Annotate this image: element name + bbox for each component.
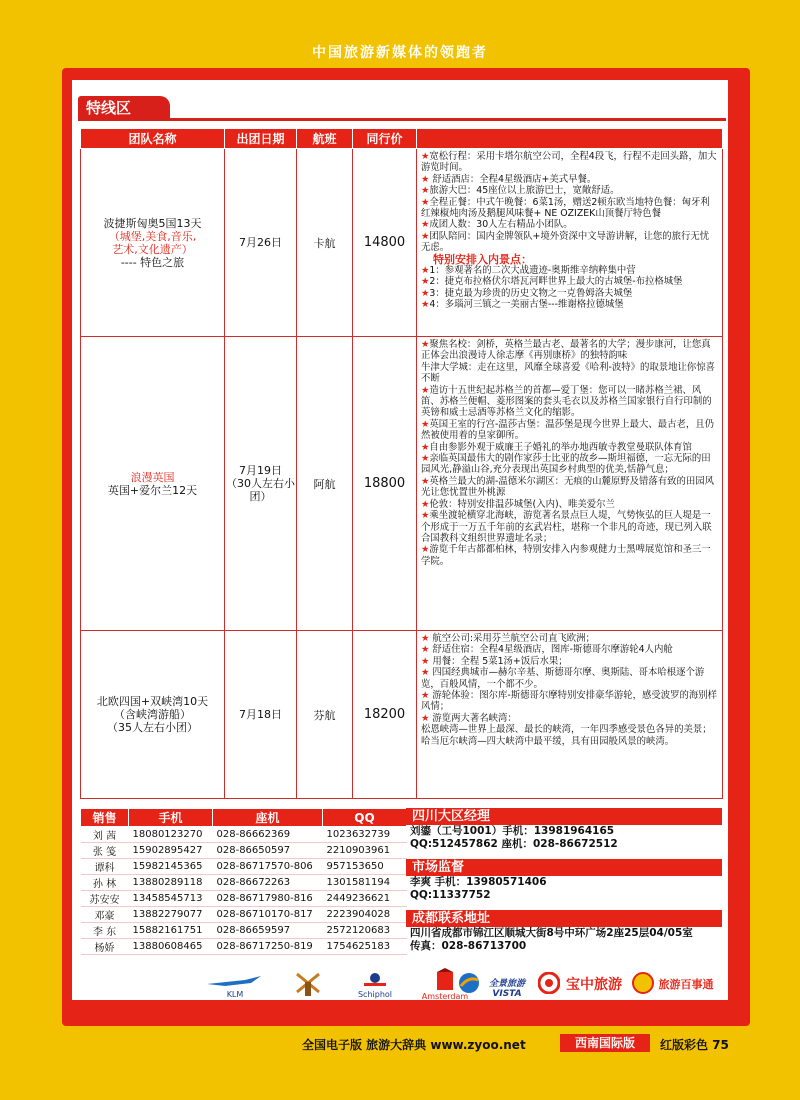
tour-row [81,149,723,337]
tour-date [225,337,297,631]
header-flight: 航班 [297,129,353,149]
tour-name-line: （城堡,美食,音乐, [108,229,197,243]
tour-name-line: （含峡湾游船） [114,708,191,721]
sales-row [81,891,407,907]
sales-phone: 028-86662369 [213,827,323,843]
sales-row [81,907,407,923]
footer-edition: 红版彩色 75 [660,1038,729,1052]
sales-phone: 028-86717980-816 [213,891,323,907]
manager-qq-line: QQ:512457862 座机：028-86672512 [410,838,618,850]
building-icon [435,968,455,990]
manager-panel [406,808,722,954]
sales-mobile: 13882279077 [129,907,213,923]
footer-badge: 西南国际版 [560,1034,650,1052]
windmill-logo [278,970,338,998]
section-rule [78,118,726,121]
sales-phone: 028-86672263 [213,875,323,891]
description-line: ★亲临英国最伟大的剧作家莎士比亚的故乡—斯坦福德，一忘无际的田园风光,静溢山谷,充分表现出英国乡村典型的优美,恬静气息； [421,453,711,476]
klm-logo-label: KLM [226,990,244,999]
sales-mobile: 15902895427 [129,843,213,859]
description-line: ★2：捷克布拉格伏尔塔瓦河畔世界上最大的古城堡-布拉格城堡 [421,276,683,288]
sales-row [81,923,407,939]
description-line: ★游览千年古都都柏林，特别安排入内参观健力士黑啤展览馆和圣三一学院。 [421,544,711,567]
tour-date [225,631,297,799]
sales-header-phone: 座机 [213,809,323,827]
vista-logo [462,972,532,999]
sales-phone: 028-86710170-817 [213,907,323,923]
tour-name-line: ---- 特色之旅 [120,255,185,269]
contact-block [80,808,722,954]
sales-name: 杨娇 [81,939,129,955]
header-desc [417,129,723,149]
baozhong-logo-label: 宝中旅游 [566,977,622,993]
sales-name: 张 笺 [81,843,129,859]
description-line: ★伦敦：特别安排温莎城堡(入内)、唯美爱尔兰 [421,498,615,510]
description-line: ★ 用餐：全程 5菜1汤+饭后水果； [421,655,568,667]
tour-date-line: 7月19日 [239,464,282,477]
tour-airline: 阿航 [297,337,353,631]
description-line: ★3：捷克最为珍贵的历史文物之一克鲁姆洛夫城堡 [421,287,633,299]
face-icon [632,972,654,994]
description-line: 牛津大学城：走在这里，风靡全球喜爱《哈利-波特》的取景地让你惊喜不断 [421,361,716,385]
sales-row [81,859,407,875]
tour-description [417,337,723,631]
vista-logo-label: 全景旅游 VISTA [488,979,525,999]
sales-qq: 2223904028 [323,907,407,923]
airplane-icon [205,974,265,988]
tour-name [81,149,225,337]
tour-description [417,631,723,799]
header-price: 同行价 [353,129,417,149]
tour-name-line: （35人左右小团） [107,721,198,734]
supervisor-title: 市场监督 [406,859,722,876]
globe-icon [458,972,480,994]
description-line: ★ 舒适酒店：全程4星级酒店+美式早餐。 [421,173,597,185]
description-line: ★乘坐渡轮横穿北海峡，游览著名景点巨人堤，气势恢弘的巨人堤是一个形成于一万五千年前的玄武岩柱，堪称一个非凡的奇迹，现已列入联合国教科文组织世界遗址名录； [421,510,712,544]
sales-qq: 2449236621 [323,891,407,907]
sales-row [81,827,407,843]
supervisor-qq-line: QQ:11337752 [410,889,491,901]
sales-name: 谭科 [81,859,129,875]
sales-qq: 1301581194 [323,875,407,891]
tour-row [81,337,723,631]
sales-qq: 2572120683 [323,923,407,939]
description-line: ★ 舒适住宿：全程4星级酒店，图库-斯德哥尔摩游轮4人内舱 [421,644,673,656]
header-team-name: 团队名称 [81,129,225,149]
tour-price: 18200 [353,631,417,799]
description-line: ★1：参观著名的二次大战遗迹-奥斯维辛纳粹集中营 [421,265,636,277]
klm-logo [200,974,270,999]
ship-icon [360,972,390,988]
description-line: ★英国王室的行宫-温莎古堡：温莎堡是现今世界上最大、最古老，且仍然被使用着的皇家御所。 [421,418,715,442]
sales-header-mobile: 手机 [129,809,213,827]
tour-table [80,128,723,799]
tour-price: 14800 [353,149,417,337]
sales-mobile: 15882161751 [129,923,213,939]
sales-phone: 028-86650597 [213,843,323,859]
sales-name: 苏安安 [81,891,129,907]
address-title: 成都联系地址 [406,910,722,927]
baozhong-logo [538,972,628,994]
schiphol-logo-label: Schiphol [357,990,393,999]
tour-name-line: 艺术,文化遗产） [112,242,193,256]
sales-name: 李 东 [81,923,129,939]
sales-row [81,939,407,955]
sales-mobile: 13458545713 [129,891,213,907]
description-line: ★自由参影外观于威廉王子婚礼的举办地西敏寺教堂曼联队体育馆 [421,441,692,453]
tour-date [225,149,297,337]
tour-name [81,337,225,631]
description-line: ★成团人数：30人左右精品小团队。 [421,219,573,231]
description-line: ★ 游轮体验：图尔库-斯德哥尔摩特别安排豪华游轮，感受波罗的海别样风情； [421,690,718,713]
description-line: ★团队陪同：国内金牌领队+境外资深中文导游讲解，让您的旅行无忧无虑。 [421,230,710,254]
footer-text: 全国电子版 旅游大辞典 www.zyoo.net [302,1038,526,1052]
section-title: 特线区 [78,96,170,120]
header-departure-date: 出团日期 [225,129,297,149]
tour-name [81,631,225,799]
description-line: ★全程正餐：中式午晚餐：6菜1汤，赠送2顿东欧当地特色餐：匈牙利红辣椒炖肉汤及鹅腿风味餐+ NE OZIZEK山顶餐厅特色餐 [421,196,710,220]
tour-row [81,631,723,799]
footer [0,1028,800,1058]
manager-title: 四川大区经理 [406,808,722,825]
sales-name: 刘 茜 [81,827,129,843]
description-line: 松恩峡湾—世界上最深、最长的峡湾，一年四季感受景色各异的美景； [421,724,712,736]
description-line: ★ 四国经典城市—赫尔辛基、斯德哥尔摩、奥斯陆、哥本哈根逐个游览，百般风情，一个都不少。 [421,667,705,690]
sales-mobile: 18080123270 [129,827,213,843]
partner-logos [200,968,720,1004]
baishitong-logo [632,972,718,992]
swirl-icon [538,972,560,994]
tour-description [417,149,723,337]
sales-mobile: 13880289118 [129,875,213,891]
sales-qq: 957153650 [323,859,407,875]
special-heading: 特别安排入内景点： [433,252,532,266]
sales-header-qq: QQ [323,809,407,827]
description-line: ★ 航空公司:采用芬兰航空公司直飞欧洲； [421,633,595,644]
sales-name: 孙 林 [81,875,129,891]
tour-date-line: 7月26日 [239,236,282,249]
sales-mobile: 13880608465 [129,939,213,955]
description-line: ★英格兰最大的湖-温德米尔湖区：无痕的山麓原野及错落有致的田园风光让您忧置世外桃源 [421,475,715,499]
sales-row [81,875,407,891]
sales-phone: 028-86717250-819 [213,939,323,955]
description-line: ★造访十五世纪起苏格兰的首都—爱丁堡：您可以一睹苏格兰裙、风笛、苏格兰便帽、菱形图案的套头毛衣以及苏格兰国家银行自行印制的英镑和威士忌酒等苏格兰文化的缩影。 [421,384,712,419]
sales-table [80,808,407,955]
sales-mobile: 15982145365 [129,859,213,875]
sales-phone: 028-86659597 [213,923,323,939]
description-line: ★ 游览两大著名峡湾： [421,712,517,724]
fax-line: 传真：028-86713700 [410,940,527,952]
manager-name-line: 刘鎏（工号1001）手机：13981964165 [410,825,615,837]
tour-date-line: （30人左右小团） [226,477,295,503]
tour-date-line: 7月18日 [239,708,282,721]
address-line: 四川省成都市锦江区顺城大街8号中环广场2座25层04/05室 [410,927,693,939]
sales-name: 邓豪 [81,907,129,923]
sales-qq: 1023632739 [323,827,407,843]
description-line: ★宽松行程：采用卡塔尔航空公司，全程4段飞，行程不走回头路，加大游览时间。 [421,151,717,174]
sales-qq: 1754625183 [323,939,407,955]
sales-phone: 028-86717570-806 [213,859,323,875]
sales-qq: 2210903961 [323,843,407,859]
description-line: 哈当厄尔峡湾—四大峡湾中最平缓，具有田园般风景的峡湾。 [421,735,675,747]
top-slogan: 中国旅游新媒体的领跑者 [312,45,488,61]
sales-row [81,843,407,859]
amsterdam-logo-label: Amsterdam [421,992,469,1001]
sales-header-name: 销售 [81,809,129,827]
tour-name-line: 北欧四国+双峡湾10天 [96,695,209,708]
description-line: ★4：多瑙河三镇之一美丽古堡---维谢格拉德城堡 [421,299,624,311]
tour-name-line: 浪漫英国 [130,470,175,484]
baishitong-logo-label: 旅游百事通 [658,978,714,991]
description-line: ★旅游大巴：45座位以上旅游巴士，宽敞舒适。 [421,185,620,197]
supervisor-name-line: 李爽 手机：13980571406 [410,876,547,888]
tour-airline: 卡航 [297,149,353,337]
windmill-icon [293,970,323,996]
tour-price: 18800 [353,337,417,631]
tour-airline: 芬航 [297,631,353,799]
tour-name-line: 英国+爱尔兰12天 [107,483,198,497]
description-line: ★聚焦名校：剑桥，英格兰最古老、最著名的大学；漫步康河，让您真正体会出浪漫诗人徐志摩《再别康桥》的独特韵味 [421,339,711,362]
tour-name-line: 波捷斯匈奥5国13天 [103,216,202,230]
schiphol-logo [340,972,410,999]
